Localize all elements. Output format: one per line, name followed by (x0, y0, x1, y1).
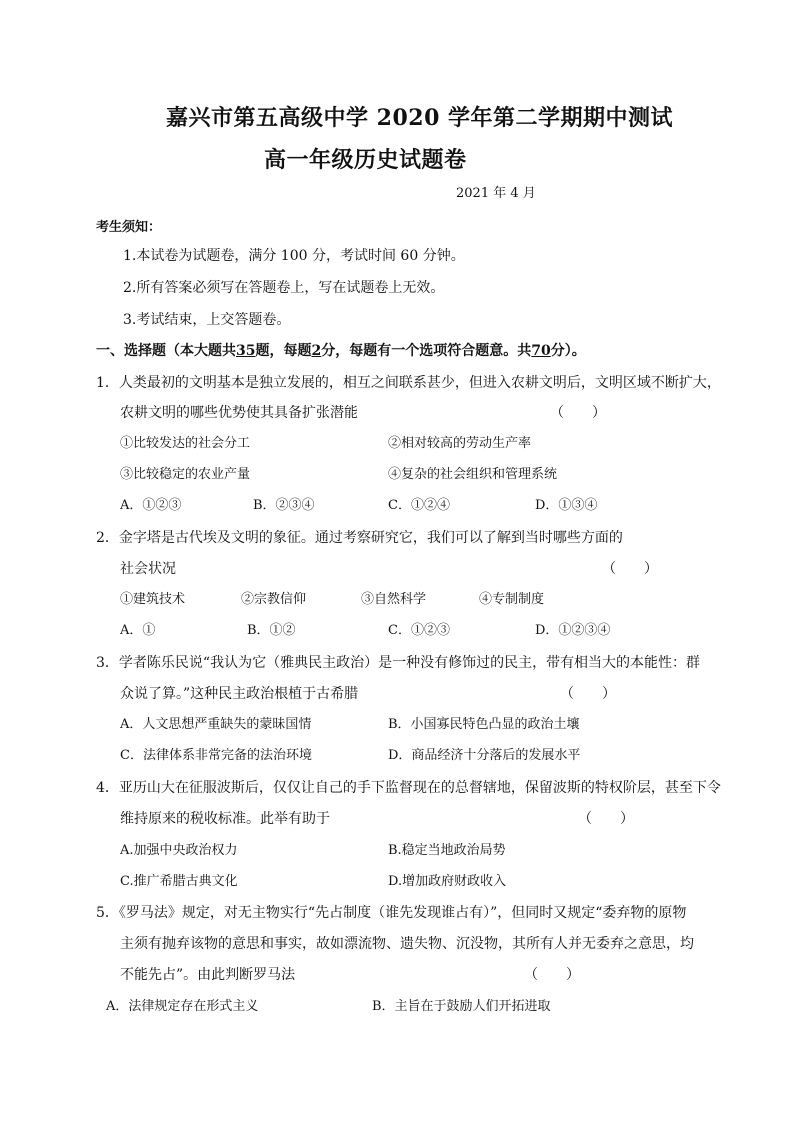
notice-heading: 考生须知： (96, 220, 162, 235)
answer-option: D．①③④ (535, 498, 598, 513)
answer-option: D．①②③④ (535, 623, 611, 638)
answer-blank: （ ） (578, 811, 634, 827)
question-item: ①建筑技术 (120, 592, 186, 607)
answer-blank: （ ） (550, 405, 606, 421)
answer-option: B．①② (247, 623, 296, 638)
answer-blank: （ ） (602, 561, 658, 577)
question-stem: 众说了算。”这种民主政治根植于古希腊 (120, 686, 359, 702)
notice-item: 3.考试结束，上交答题卷。 (123, 312, 291, 328)
answer-option: B．主旨在于鼓励人们开拓进取 (372, 999, 551, 1014)
answer-option: C．法律体系非常完备的法治环境 (120, 748, 312, 763)
answer-option: D．商品经济十分落后的发展水平 (388, 748, 581, 763)
answer-option: D.增加政府财政收入 (388, 874, 507, 889)
answer-option: C.推广希腊古典文化 (120, 874, 238, 889)
question-item: ②相对较高的劳动生产率 (388, 436, 532, 451)
question-stem: 不能先占”。由此判断罗马法 (120, 967, 296, 983)
question-stem: 1．人类最初的文明基本是独立发展的，相互之间联系甚少，但进入农耕文明后，文明区域不断扩大， (96, 375, 721, 391)
notice-item: 1.本试卷为试题卷，满分 100 分，考试时间 60 分钟。 (123, 248, 465, 264)
answer-option: A．①②③ (120, 498, 182, 513)
answer-option: A．人文思想严重缺失的蒙昧国情 (120, 717, 312, 732)
question-stem: 社会状况 (120, 561, 176, 577)
answer-option: B．小国寡民特色凸显的政治土壤 (388, 717, 580, 732)
question-item: ④复杂的社会组织和管理系统 (388, 467, 558, 482)
question-stem: 3．学者陈乐民说“我认为它（雅典民主政治）是一种没有修饰过的民主，带有相当大的本能性：群 (96, 655, 701, 671)
answer-blank: （ ） (524, 967, 580, 983)
answer-option: A.加强中央政治权力 (120, 843, 238, 858)
question-item: ②宗教信仰 (241, 592, 307, 607)
answer-option: C．①②③ (388, 623, 450, 638)
answer-option: B.稳定当地政治局势 (388, 843, 506, 858)
question-item: ④专制制度 (479, 592, 545, 607)
question-item: ③比较稳定的农业产量 (120, 467, 251, 482)
question-item: ①比较发达的社会分工 (120, 436, 251, 451)
question-item: ③自然科学 (361, 592, 427, 607)
section-heading: 一、选择题（本大题共35题，每题2分，每题有一个选项符合题意。共70分）。 (96, 343, 586, 359)
notice-item: 2.所有答案必须写在答题卷上，写在试题卷上无效。 (123, 280, 445, 296)
question-stem: 主须有抛弃该物的意思和事实，故如漂流物、遗失物、沉没物，其所有人并无委弃之意思，均 (120, 936, 694, 952)
answer-option: B．②③④ (253, 498, 315, 513)
question-stem: 2．金字塔是古代埃及文明的象征。通过考察研究它，我们可以了解到当时哪些方面的 (96, 530, 623, 546)
answer-blank: （ ） (560, 686, 616, 702)
answer-option: C．①②④ (388, 498, 450, 513)
question-stem: 维持原来的税收标准。此举有助于 (120, 811, 330, 827)
question-stem: 4．亚历山大在征服波斯后，仅仅让自己的手下监督现在的总督辖地，保留波斯的特权阶层，甚至下令 (96, 780, 721, 796)
exam-date: 2021 年 4 月 (456, 186, 536, 201)
exam-subtitle: 高一年级历史试题卷 (264, 147, 467, 173)
answer-option: A．法律规定存在形式主义 (106, 999, 259, 1014)
answer-option: A．① (120, 623, 156, 638)
question-stem: 5．《罗马法》规定，对无主物实行“先占制度（谁先发现谁占有）”，但同时又规定“委弃物的原物 (96, 905, 687, 921)
question-stem: 农耕文明的哪些优势使其具备扩张潜能 (120, 405, 358, 421)
exam-title: 嘉兴市第五高级中学 2020 学年第二学期期中测试 (166, 105, 674, 131)
